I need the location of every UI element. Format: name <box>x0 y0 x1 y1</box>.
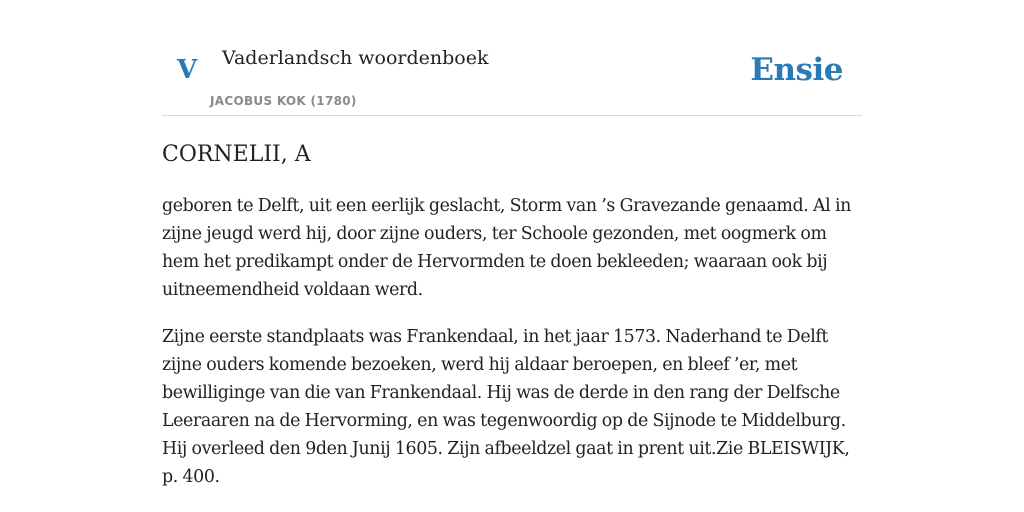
index-letter-link[interactable]: V <box>177 55 198 85</box>
entry-title: CORNELII, A <box>162 142 311 167</box>
entry-paragraph: geboren te Delft, uit een eerlijk geslacht, Storm van ’s Gravezande genaamd. Al in zijne jeugd werd hij, door zijne ouders, ter Schoole gezonden, met oogmerk om hem het predikampt onder de Hervormden te doen bekleeden; waaraan ook bij uitneemendheid voldaan werd. <box>162 196 851 300</box>
entry-paragraph: Zijne eerste standplaats was Frankendaal, in het jaar 1573. Naderhand te Delft zijne ouders komende bezoeken, werd hij aldaar beroepen, en bleef ’er, met bewilliginge van die van Frankendaal. Hij was de derde in den rang der Delfsche Leeraaren na de Hervorming, en was tegenwoordig op de Sijnode te Middelburg. Hij overleed den 9den Junij 1605. Zijn afbeeldzel gaat in prent uit.Zie BLEISWIJK, p. 400. <box>162 327 850 487</box>
page-header <box>162 0 862 116</box>
entry-card <box>162 0 862 512</box>
author-label: JACOBUS KOK (1780) <box>210 94 357 108</box>
brand-logo-link[interactable]: Ensie <box>750 52 843 88</box>
book-title-link[interactable]: Vaderlandsch woordenboek <box>222 47 489 69</box>
entry-body <box>162 192 862 510</box>
